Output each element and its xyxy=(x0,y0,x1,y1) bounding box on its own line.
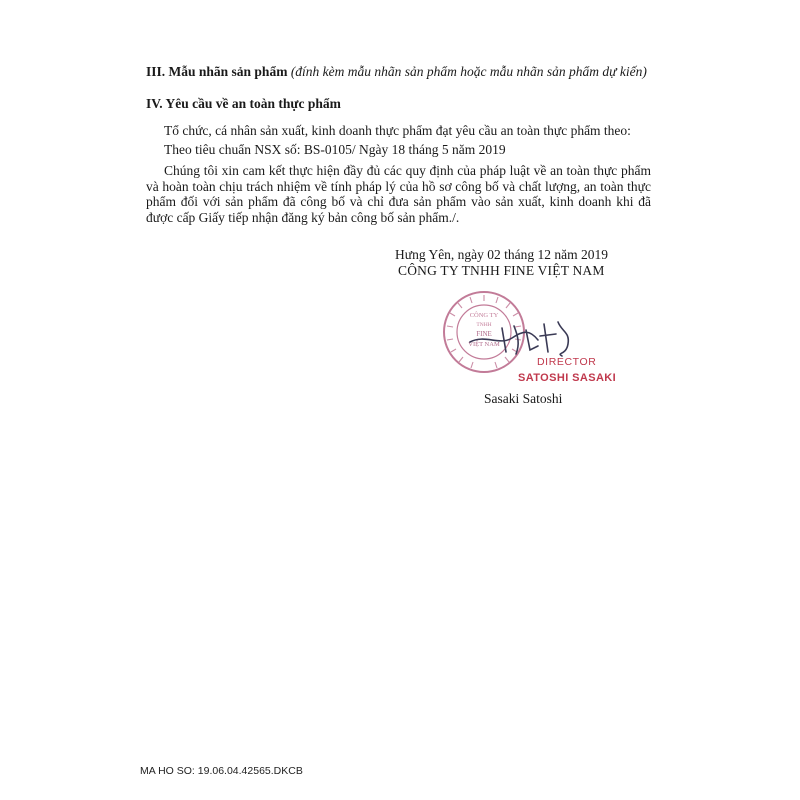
section-iv-line-1: Tổ chức, cá nhân sản xuất, kinh doanh thực phẩm đạt yêu cầu an toàn thực phẩm theo: xyxy=(164,123,631,138)
seal-line-2: TNHH xyxy=(476,322,492,328)
seal-line-1: CÔNG TY xyxy=(469,312,499,319)
place-date: Hưng Yên, ngày 02 tháng 12 năm 2019 xyxy=(395,247,609,262)
section-iii-title: III. Mẫu nhãn sản phẩm xyxy=(146,64,288,79)
record-code: MA HO SO: 19.06.04.42565.DKCB xyxy=(140,765,303,777)
section-iv-line-2: Theo tiêu chuẩn NSX số: BS-0105/ Ngày 18 tháng 5 năm 2019 xyxy=(164,142,506,157)
commitment-paragraph: Chúng tôi xin cam kết thực hiện đầy đủ các quy định của pháp luật về an toàn thực phẩm và hoàn toàn chịu trách nhiệm về tính pháp lý của hồ sơ công bố và chất lượng, an toàn thực phẩm đối với sản phẩm đã công bố và chỉ đưa sản phẩm vào sản xuất, kinh doanh khi đã được cấp Giấy tiếp nhận đăng ký bản công bố sản phẩm./. xyxy=(146,163,651,225)
section-iii-heading xyxy=(146,64,647,80)
stamp-name: SATOSHI SASAKI xyxy=(518,372,617,384)
company-name: CÔNG TY TNHH FINE VIỆT NAM xyxy=(398,263,605,278)
signer-name: Sasaki Satoshi xyxy=(484,391,563,406)
stamp-title: DIRECTOR xyxy=(537,356,597,368)
seal-line-4: VIỆT NAM xyxy=(468,341,500,348)
company-seal xyxy=(444,292,524,372)
seal-line-3: FINE xyxy=(476,330,492,338)
section-iv-heading: IV. Yêu cầu về an toàn thực phẩm xyxy=(146,96,341,111)
section-iii-note: (đính kèm mẫu nhãn sản phẩm hoặc mẫu nhãn sản phẩm dự kiến) xyxy=(290,64,647,79)
